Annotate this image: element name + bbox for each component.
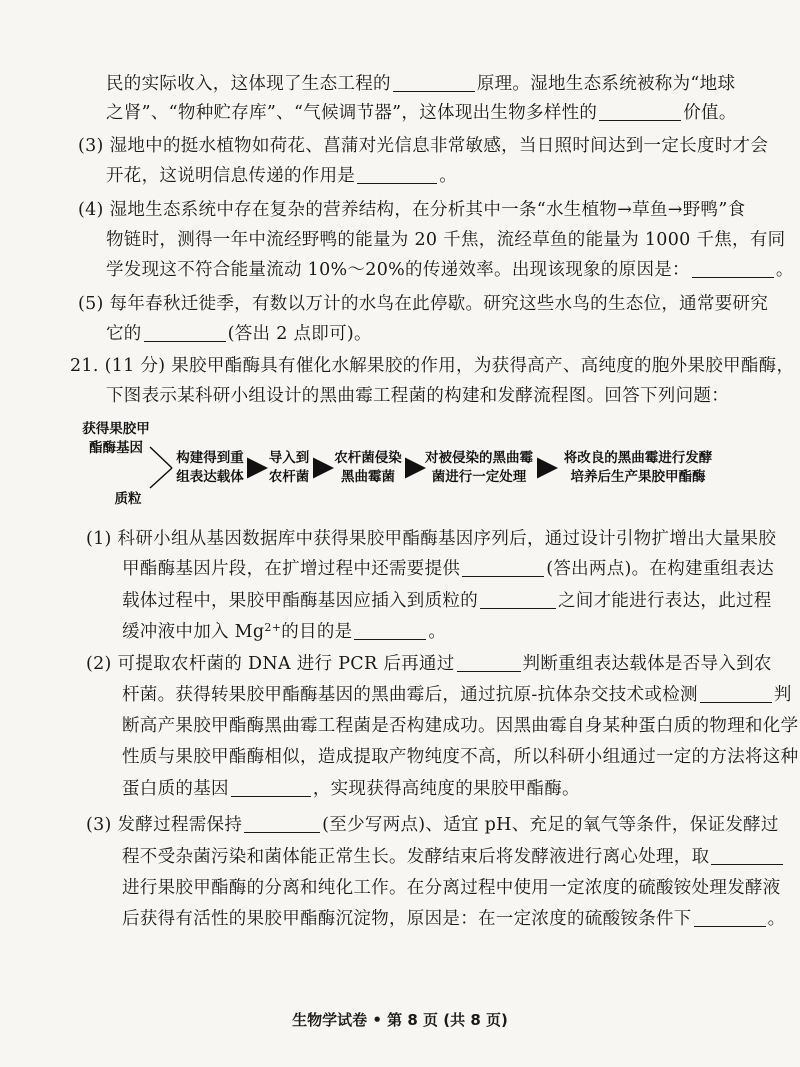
- flow-text: 菌进行一定处理: [431, 469, 527, 485]
- answer-blank[interactable]: [393, 73, 475, 92]
- text: 后获得有活性的果胶甲酯酶沉淀物，原因是：在一定浓度的硫酸铵条件下: [122, 909, 692, 929]
- flow-step-build-vector: [172, 449, 248, 487]
- q21-part1-line-3: [122, 589, 772, 613]
- flow-text: 酯酶基因: [89, 440, 143, 456]
- q20-part3-line-1: (3) 湿地中的挺水植物如荷花、菖蒲对光信息非常敏感，当日照时间达到一定长度时才会: [78, 136, 769, 156]
- text: 程不受杂菌污染和菌体能正常生长。发酵结束后将发酵液进行离心处理，取: [122, 847, 710, 867]
- merge-line-bottom: [150, 468, 172, 488]
- text: 之肾”、“物种贮存库”、“气候调节器”，这体现出生物多样性的: [106, 103, 598, 123]
- flow-step-treat: [420, 449, 538, 487]
- text: 的目的是: [281, 622, 353, 642]
- q21-heading-line-2: 下图表示某科研小组设计的黑曲霉工程菌的构建和发酵流程图。回答下列问题：: [106, 386, 729, 406]
- text: 学发现这不符合能量流动 10%～20%的传递效率。出现该现象的原因是：: [106, 260, 690, 280]
- answer-blank[interactable]: [692, 259, 774, 278]
- text: 蛋白质的基因: [122, 779, 229, 799]
- answer-blank[interactable]: [599, 102, 681, 121]
- flow-text: 将改良的黑曲霉进行发酵: [563, 450, 713, 466]
- q21-part2-line-3: 断高产果胶甲酯酶黑曲霉工程菌是否构建成功。因黑曲霉自身某种蛋白质的物理和化学: [122, 716, 799, 736]
- q20-intro-line-2: [106, 101, 737, 125]
- answer-blank[interactable]: [457, 653, 521, 672]
- text: 缓冲液中加入 Mg: [122, 622, 265, 642]
- flow-step-ferment: [554, 449, 722, 487]
- text: 之间才能进行表达，此过程: [558, 591, 772, 611]
- q20-part5-line-2: [106, 322, 372, 346]
- q20-part4-line-3: [106, 258, 794, 282]
- flow-text: 导入到: [268, 450, 310, 466]
- superscript: 2+: [264, 621, 282, 634]
- text: 。: [767, 909, 786, 929]
- q21-part1-line-4: [122, 620, 446, 644]
- flow-text: 构建得到重: [176, 450, 244, 466]
- q20-part3-line-2: [106, 164, 457, 188]
- text: 甲酯酶基因片段，在扩增过程中还需要提供: [122, 559, 461, 579]
- text: (答出 2 点即可)。: [227, 324, 372, 344]
- flow-text: 培养后生产果胶甲酯酶: [570, 469, 706, 485]
- text: 开花，这说明信息传递的作用是: [106, 166, 356, 186]
- q21-part2-line-1: [86, 652, 772, 676]
- q21-part3-line-3: 进行果胶甲酯酶的分离和纯化工作。在分离过程中使用一定浓度的硫酸铵处理发酵液: [122, 878, 781, 898]
- q21-part3-line-1: [86, 813, 779, 837]
- q21-part3-line-4: [122, 907, 785, 931]
- flow-text: 农杆菌: [268, 469, 310, 485]
- answer-blank[interactable]: [244, 814, 320, 833]
- q20-intro-line-1: [106, 72, 735, 96]
- text: (答出两点)。在构建重组表达: [546, 559, 775, 579]
- q21-part1-line-2: [122, 557, 774, 581]
- text: 。: [428, 622, 447, 642]
- q20-part5-line-1: (5) 每年春秋迁徙季，有数以万计的水鸟在此停歇。研究这些水鸟的生态位，通常要研究: [78, 294, 769, 314]
- q21-part2-line-5: [122, 777, 580, 801]
- text: 价值。: [683, 103, 737, 123]
- answer-blank[interactable]: [144, 323, 226, 342]
- flow-step-infect: [330, 449, 406, 487]
- answer-blank[interactable]: [711, 846, 783, 865]
- answer-blank[interactable]: [700, 684, 772, 703]
- text: 判: [773, 685, 792, 705]
- q21-part1-line-1: (1) 科研小组从基因数据库中获得果胶甲酯酶基因序列后，通过设计引物扩增出大量果胶: [86, 529, 777, 549]
- text: 判断重组表达载体是否导入到农: [522, 654, 772, 674]
- text: (2) 可提取农杆菌的 DNA 进行 PCR 后再通过: [86, 654, 455, 674]
- text: ，实现获得高纯度的果胶甲酯酶。: [312, 779, 580, 799]
- answer-blank[interactable]: [357, 165, 437, 184]
- flow-source-plasmid: 质粒: [114, 491, 142, 507]
- text: 。: [439, 166, 458, 186]
- text: 。: [775, 260, 794, 280]
- page-footer: 生物学试卷 • 第 8 页 (共 8 页): [292, 1011, 508, 1029]
- answer-blank[interactable]: [480, 590, 556, 609]
- q21-part2-line-2: [122, 683, 792, 707]
- text: 民的实际收入，这体现了生态工程的: [106, 74, 391, 94]
- text: 杆菌。获得转果胶甲酯酶基因的黑曲霉后，通过抗原-抗体杂交技术或检测: [122, 685, 698, 705]
- text: 载体过程中，果胶甲酯酶基因应插入到质粒的: [122, 591, 478, 611]
- q21-part2-line-4: 性质与果胶甲酯酶相似，造成提取产物纯度不高，所以科研小组通过一定的方法将这种: [122, 747, 799, 767]
- flow-text: 对被侵染的黑曲霉: [425, 450, 533, 466]
- text: (至少写两点)、适宜 pH、充足的氧气等条件，保证发酵过: [322, 815, 779, 835]
- flow-text: 组表达载体: [176, 469, 244, 485]
- q21-heading-line-1: 21. (11 分) 果胶甲酯酶具有催化水解果胶的作用，为获得高产、高纯度的胞外果胶甲酯酶，: [70, 356, 795, 376]
- text: 它的: [106, 324, 142, 344]
- flow-text: 农杆菌侵染: [334, 450, 402, 466]
- q20-part4-line-2: 物链时，测得一年中流经野鸭的能量为 20 千焦，流经草鱼的能量为 1000 千焦，有同: [106, 230, 786, 250]
- flow-text: 获得果胶甲: [82, 421, 150, 437]
- flow-step-transform: [264, 449, 314, 487]
- flow-source-gene: [78, 420, 154, 458]
- text: (3) 发酵过程需保持: [86, 815, 243, 835]
- answer-blank[interactable]: [462, 558, 544, 577]
- q21-part3-line-2: [122, 845, 785, 869]
- answer-blank[interactable]: [694, 908, 766, 927]
- q20-part4-line-1: (4) 湿地生态系统中存在复杂的营养结构，在分析其中一条“水生植物→草鱼→野鸭”食: [78, 200, 746, 220]
- text: 原理。湿地生态系统被称为“地球: [476, 74, 736, 94]
- flow-text: 黑曲霉菌: [341, 469, 395, 485]
- answer-blank[interactable]: [354, 621, 426, 640]
- answer-blank[interactable]: [231, 778, 311, 797]
